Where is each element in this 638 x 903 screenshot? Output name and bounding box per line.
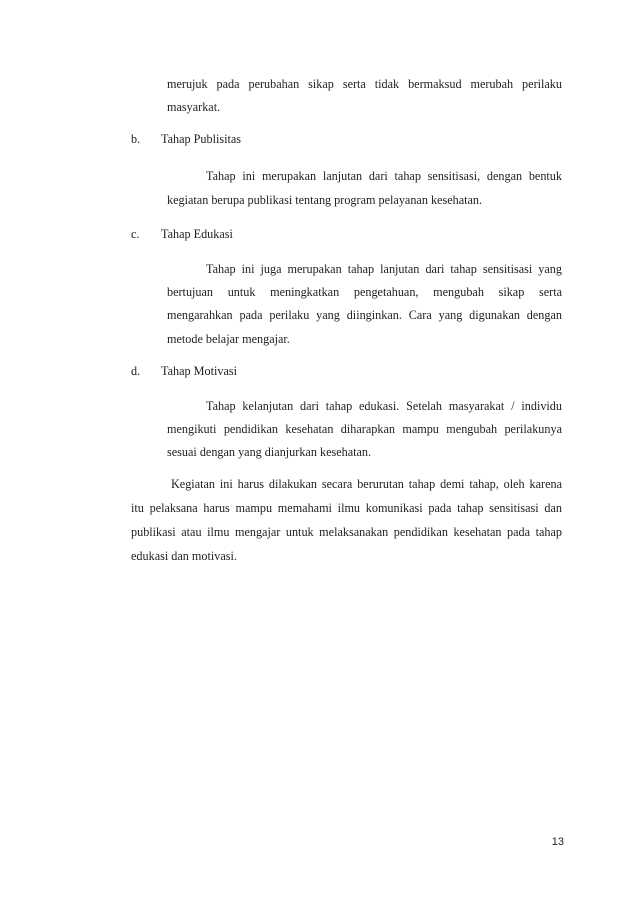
section-c-heading: Tahap Edukasi — [161, 227, 233, 241]
section-d-marker: d. — [131, 364, 141, 378]
section-d-line-2: mengikuti pendidikan kesehatan diharapkan mampu mengubah perilakunya — [167, 422, 562, 436]
section-c-line-2: bertujuan untuk meningkatkan pengetahuan, mengubah sikap serta — [167, 285, 562, 299]
section-d-line-3: sesuai dengan yang dianjurkan kesehatan. — [167, 445, 372, 459]
section-d-line-1: Tahap kelanjutan dari tahap edukasi. Setelah masyarakat / individu — [206, 399, 562, 413]
closing-line-1: Kegiatan ini harus dilakukan secara berurutan tahap demi tahap, oleh karena — [171, 477, 562, 491]
section-c-line-3: mengarahkan pada perilaku yang diinginkan. Cara yang digunakan dengan — [167, 308, 562, 322]
section-c-line-1: Tahap ini juga merupakan tahap lanjutan dari tahap sensitisasi yang — [206, 262, 562, 276]
section-b-line-1: Tahap ini merupakan lanjutan dari tahap sensitisasi, dengan bentuk — [206, 169, 562, 183]
section-b-line-2: kegiatan berupa publikasi tentang program pelayanan kesehatan. — [167, 193, 483, 207]
continuation-line-1: merujuk pada perubahan sikap serta tidak bermaksud merubah perilaku — [167, 77, 562, 91]
section-c-line-4: metode belajar mengajar. — [167, 332, 290, 346]
section-b-marker: b. — [131, 132, 141, 146]
section-b-heading: Tahap Publisitas — [161, 132, 242, 146]
continuation-line-2: masyarkat. — [167, 100, 221, 114]
page-number: 13 — [551, 836, 564, 848]
section-c-marker: c. — [131, 227, 140, 241]
closing-line-4: edukasi dan motivasi. — [131, 549, 237, 563]
section-d-heading: Tahap Motivasi — [161, 364, 237, 378]
closing-line-2: itu pelaksana harus mampu memahami ilmu komunikasi pada tahap sensitisasi dan — [131, 501, 562, 515]
closing-line-3: publikasi atau ilmu mengajar untuk melaksanakan pendidikan kesehatan pada tahap — [131, 525, 562, 539]
